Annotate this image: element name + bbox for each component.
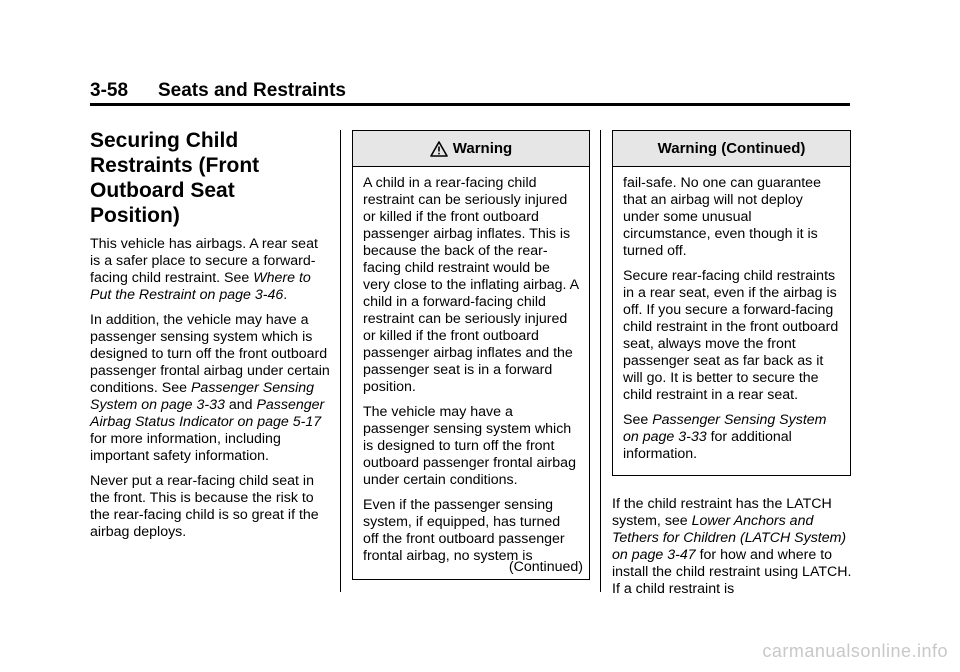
paragraph-latch: If the child restraint has the LATCH system, see Lower Anchors and Tethers for Children (LATCH System) on page 3-47 for how and where to install the child restraint using LATCH. If a child restraint is [612,496,852,597]
watermark-text: carmanualsonline.info [762,641,948,661]
warning-continued-title: Warning (Continued) [657,140,806,157]
continued-label: (Continued) [508,559,583,575]
warning-continued-box [612,130,851,476]
warning-icon [430,141,448,157]
link-passenger-sensing-system-2[interactable]: Passenger Sensing System on page 3-33 [623,412,827,445]
header-rule [90,103,850,106]
warning-continued-paragraph-1: fail-safe. No one can guarantee that an airbag will not deploy under some unusual circumstance, even though it is turned off. [623,175,821,259]
warning-header [353,131,589,167]
warning-continued-body [613,167,850,463]
link-airbag-status-indicator[interactable]: Passenger Airbag Status Indicator on page 5-17 [90,397,325,430]
warning-title: Warning [452,140,513,157]
warning-box [352,130,590,580]
page-number: 3-58 [90,80,129,101]
warning-continued-paragraph-2: Secure rear-facing child restraints in a rear seat, even if the airbag is off. If you secure a forward-facing child restraint in the front outboard seat, always move the front passenger seat as far back as it will go. It is better to secure the child restraint in a rear seat. [623,268,839,403]
link-latch-system[interactable]: Lower Anchors and Tethers for Children (LATCH System) on page 3-47 [612,513,847,563]
warning-paragraph-1: A child in a rear-facing child restraint can be seriously injured or killed if the front outboard passenger airbag inflates. This is because the back of the rear-facing child restraint would be very close to the inflating airbag. A child in a forward-facing child restraint can be seriously injured or killed if the front outboard passenger airbag inflates and the passenger seat is in a forward position. [363,175,579,395]
warning-paragraph-3: Even if the passenger sensing system, if equipped, has turned off the front outboard passenger frontal airbag, no system is [363,497,565,564]
left-column [90,128,330,549]
warning-body [353,167,589,565]
warning-continued-paragraph-3: See Passenger Sensing System on page 3-33 for additional information. [623,412,827,462]
page-header [90,80,850,104]
link-where-to-put-restraint[interactable]: Where to Put the Restraint on page 3-46 [90,270,311,303]
column-divider-2 [600,130,601,592]
link-passenger-sensing-system[interactable]: Passenger Sensing System on page 3-33 [90,380,315,413]
paragraph-sensing: In addition, the vehicle may have a passenger sensing system which is designed to turn off the front outboard passenger frontal airbag under certain conditions. See Passenger Sensing System on page 3-33 and Passenger Airbag Status Indicator on page 5-17 for more information, including important safety information. [90,312,330,464]
paragraph-never: Never put a rear-facing child seat in the front. This is because the risk to the rear-facing child is so great if the airbag deploys. [90,473,319,540]
column-divider [340,130,341,592]
paragraph-intro: This vehicle has airbags. A rear seat is a safer place to secure a forward-facing child restraint. See Where to Put the Restraint on page 3-46. [90,236,318,303]
right-column [612,496,857,598]
warning-paragraph-2: The vehicle may have a passenger sensing system which is designed to turn off the front outboard passenger frontal airbag under certain conditions. [363,404,576,488]
section-title: Seats and Restraints [158,80,346,101]
warning-continued-header [613,131,850,167]
section-heading: Securing Child Restraints (Front Outboard Seat Position) [90,129,260,227]
